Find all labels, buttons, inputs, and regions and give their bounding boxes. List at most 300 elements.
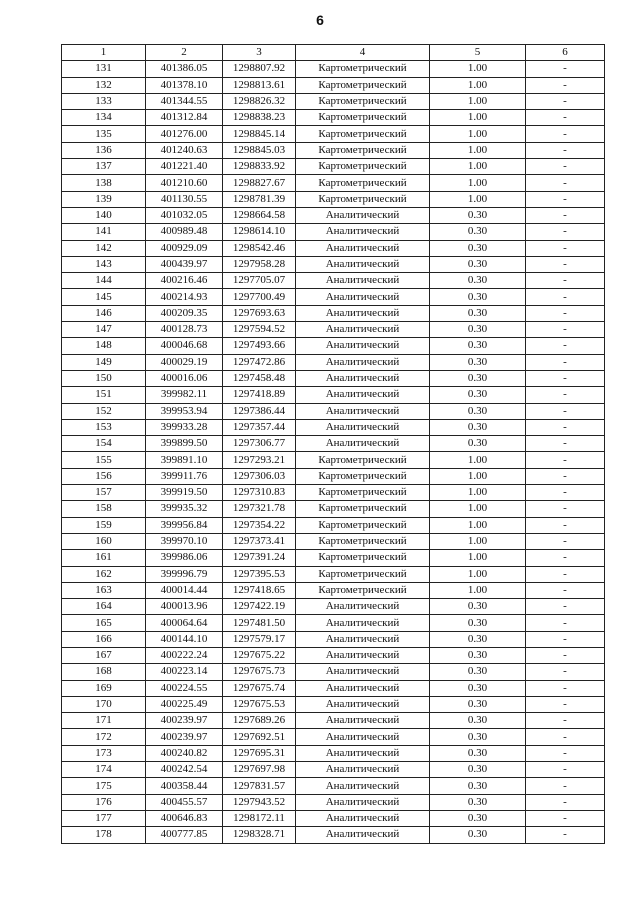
table-cell: - bbox=[526, 566, 605, 582]
table-cell: 400029.19 bbox=[146, 354, 223, 370]
table-cell: - bbox=[526, 387, 605, 403]
table-cell: 1297418.65 bbox=[223, 582, 296, 598]
table-cell: 0.30 bbox=[430, 436, 526, 452]
table-cell: - bbox=[526, 485, 605, 501]
table-cell: 145 bbox=[62, 289, 146, 305]
table-cell: - bbox=[526, 533, 605, 549]
table-cell: - bbox=[526, 745, 605, 761]
table-cell: 1298781.39 bbox=[223, 191, 296, 207]
table-cell: 1.00 bbox=[430, 191, 526, 207]
table-cell: 399986.06 bbox=[146, 550, 223, 566]
table-cell: - bbox=[526, 550, 605, 566]
table-row bbox=[62, 762, 605, 778]
table-cell: Картометрический bbox=[296, 582, 430, 598]
table-cell: - bbox=[526, 93, 605, 109]
table-cell: 1.00 bbox=[430, 452, 526, 468]
table-cell: 155 bbox=[62, 452, 146, 468]
table-cell: 400358.44 bbox=[146, 778, 223, 794]
table-cell: 1297693.63 bbox=[223, 305, 296, 321]
table-cell: Аналитический bbox=[296, 647, 430, 663]
table-cell: 0.30 bbox=[430, 713, 526, 729]
column-header: 1 bbox=[62, 45, 146, 61]
table-cell: 168 bbox=[62, 664, 146, 680]
table-cell: Аналитический bbox=[296, 240, 430, 256]
table-row bbox=[62, 175, 605, 191]
table-cell: - bbox=[526, 175, 605, 191]
table-cell: 147 bbox=[62, 322, 146, 338]
table-cell: - bbox=[526, 615, 605, 631]
table-cell: 401386.05 bbox=[146, 61, 223, 77]
table-cell: 0.30 bbox=[430, 370, 526, 386]
table-cell: 399982.11 bbox=[146, 387, 223, 403]
table-row bbox=[62, 387, 605, 403]
table-cell: 132 bbox=[62, 77, 146, 93]
table-row bbox=[62, 61, 605, 77]
table-cell: 1298845.14 bbox=[223, 126, 296, 142]
table-cell: - bbox=[526, 142, 605, 158]
table-cell: 0.30 bbox=[430, 354, 526, 370]
table-cell: Аналитический bbox=[296, 370, 430, 386]
table-cell: - bbox=[526, 419, 605, 435]
table-cell: 1298827.67 bbox=[223, 175, 296, 191]
table-cell: 0.30 bbox=[430, 615, 526, 631]
table-cell: 1297310.83 bbox=[223, 485, 296, 501]
table-cell: 1297689.26 bbox=[223, 713, 296, 729]
table-cell: Картометрический bbox=[296, 175, 430, 191]
table-cell: Аналитический bbox=[296, 696, 430, 712]
table-cell: Картометрический bbox=[296, 517, 430, 533]
table-cell: - bbox=[526, 403, 605, 419]
table-cell: 144 bbox=[62, 273, 146, 289]
table-row bbox=[62, 207, 605, 223]
table-cell: 1.00 bbox=[430, 61, 526, 77]
table-cell: 400222.24 bbox=[146, 647, 223, 663]
table-cell: Картометрический bbox=[296, 110, 430, 126]
table-cell: 172 bbox=[62, 729, 146, 745]
table-cell: 400144.10 bbox=[146, 631, 223, 647]
column-header: 2 bbox=[146, 45, 223, 61]
table-cell: Картометрический bbox=[296, 550, 430, 566]
table-row bbox=[62, 322, 605, 338]
table-cell: - bbox=[526, 305, 605, 321]
table-cell: - bbox=[526, 729, 605, 745]
table-cell: 178 bbox=[62, 827, 146, 843]
table-cell: 399933.28 bbox=[146, 419, 223, 435]
table-cell: Аналитический bbox=[296, 224, 430, 240]
table-cell: 1297293.21 bbox=[223, 452, 296, 468]
table-cell: Аналитический bbox=[296, 436, 430, 452]
table-cell: 1297418.89 bbox=[223, 387, 296, 403]
table-cell: 399956.84 bbox=[146, 517, 223, 533]
table-cell: - bbox=[526, 599, 605, 615]
table-cell: - bbox=[526, 273, 605, 289]
table-cell: - bbox=[526, 436, 605, 452]
table-cell: - bbox=[526, 778, 605, 794]
table-cell: 167 bbox=[62, 647, 146, 663]
table-header-row bbox=[62, 45, 605, 61]
table-cell: Картометрический bbox=[296, 61, 430, 77]
table-cell: 0.30 bbox=[430, 387, 526, 403]
table-cell: 400014.44 bbox=[146, 582, 223, 598]
table-cell: 1297472.86 bbox=[223, 354, 296, 370]
table-cell: 400214.93 bbox=[146, 289, 223, 305]
table-cell: 1297697.98 bbox=[223, 762, 296, 778]
table-cell: Аналитический bbox=[296, 729, 430, 745]
table-cell: 1297395.53 bbox=[223, 566, 296, 582]
table-cell: 401221.40 bbox=[146, 159, 223, 175]
table-cell: - bbox=[526, 370, 605, 386]
table-cell: Аналитический bbox=[296, 403, 430, 419]
table-cell: Картометрический bbox=[296, 533, 430, 549]
table-cell: - bbox=[526, 468, 605, 484]
table-cell: 154 bbox=[62, 436, 146, 452]
table-row bbox=[62, 501, 605, 517]
table-cell: 137 bbox=[62, 159, 146, 175]
table-cell: 160 bbox=[62, 533, 146, 549]
table-cell: 1297321.78 bbox=[223, 501, 296, 517]
table-cell: Аналитический bbox=[296, 680, 430, 696]
table-row bbox=[62, 599, 605, 615]
table-cell: 1297594.52 bbox=[223, 322, 296, 338]
table-cell: - bbox=[526, 256, 605, 272]
table-cell: 1297675.22 bbox=[223, 647, 296, 663]
table-row bbox=[62, 533, 605, 549]
table-cell: 152 bbox=[62, 403, 146, 419]
table-body bbox=[62, 45, 605, 844]
table-cell: 0.30 bbox=[430, 240, 526, 256]
table-cell: 400777.85 bbox=[146, 827, 223, 843]
table-cell: 0.30 bbox=[430, 810, 526, 826]
table-cell: 141 bbox=[62, 224, 146, 240]
table-cell: 174 bbox=[62, 762, 146, 778]
table-cell: - bbox=[526, 696, 605, 712]
table-cell: 1298614.10 bbox=[223, 224, 296, 240]
table-cell: Аналитический bbox=[296, 762, 430, 778]
table-row bbox=[62, 566, 605, 582]
table-cell: 0.30 bbox=[430, 289, 526, 305]
table-cell: - bbox=[526, 322, 605, 338]
table-cell: 153 bbox=[62, 419, 146, 435]
table-cell: - bbox=[526, 452, 605, 468]
table-cell: 400929.09 bbox=[146, 240, 223, 256]
table-row bbox=[62, 240, 605, 256]
table-cell: - bbox=[526, 338, 605, 354]
table-cell: 170 bbox=[62, 696, 146, 712]
table-row bbox=[62, 680, 605, 696]
table-cell: 131 bbox=[62, 61, 146, 77]
table-cell: 1298826.32 bbox=[223, 93, 296, 109]
table-cell: 157 bbox=[62, 485, 146, 501]
table-cell: 0.30 bbox=[430, 256, 526, 272]
table-cell: 1297943.52 bbox=[223, 794, 296, 810]
table-cell: Аналитический bbox=[296, 289, 430, 305]
table-cell: 1.00 bbox=[430, 582, 526, 598]
table-cell: 401032.05 bbox=[146, 207, 223, 223]
table-row bbox=[62, 485, 605, 501]
table-cell: 140 bbox=[62, 207, 146, 223]
table-row bbox=[62, 452, 605, 468]
table-cell: - bbox=[526, 664, 605, 680]
table-cell: 0.30 bbox=[430, 762, 526, 778]
table-cell: Аналитический bbox=[296, 664, 430, 680]
table-cell: 1297579.17 bbox=[223, 631, 296, 647]
table-cell: 164 bbox=[62, 599, 146, 615]
table-cell: 1298664.58 bbox=[223, 207, 296, 223]
table-cell: - bbox=[526, 827, 605, 843]
table-cell: 1297306.03 bbox=[223, 468, 296, 484]
table-cell: 401130.55 bbox=[146, 191, 223, 207]
table-cell: 1.00 bbox=[430, 533, 526, 549]
table-cell: Аналитический bbox=[296, 631, 430, 647]
table-cell: - bbox=[526, 191, 605, 207]
table-cell: 0.30 bbox=[430, 778, 526, 794]
table-cell: 1.00 bbox=[430, 566, 526, 582]
table-cell: 0.30 bbox=[430, 224, 526, 240]
table-row bbox=[62, 729, 605, 745]
table-cell: 400016.06 bbox=[146, 370, 223, 386]
table-row bbox=[62, 827, 605, 843]
table-cell: 1298845.03 bbox=[223, 142, 296, 158]
table-cell: 163 bbox=[62, 582, 146, 598]
table-cell: Аналитический bbox=[296, 778, 430, 794]
table-cell: 1297493.66 bbox=[223, 338, 296, 354]
table-cell: 177 bbox=[62, 810, 146, 826]
table-cell: - bbox=[526, 582, 605, 598]
table-cell: 171 bbox=[62, 713, 146, 729]
table-row bbox=[62, 273, 605, 289]
coordinates-table bbox=[61, 44, 605, 844]
table-cell: Картометрический bbox=[296, 142, 430, 158]
table-cell: 1297692.51 bbox=[223, 729, 296, 745]
table-cell: 0.30 bbox=[430, 631, 526, 647]
table-cell: 400064.64 bbox=[146, 615, 223, 631]
table-cell: - bbox=[526, 224, 605, 240]
table-cell: 0.30 bbox=[430, 419, 526, 435]
table-cell: 400224.55 bbox=[146, 680, 223, 696]
table-cell: - bbox=[526, 631, 605, 647]
table-cell: Аналитический bbox=[296, 207, 430, 223]
table-row bbox=[62, 305, 605, 321]
table-cell: 400646.83 bbox=[146, 810, 223, 826]
table-row bbox=[62, 696, 605, 712]
table-cell: - bbox=[526, 794, 605, 810]
table-cell: 399891.10 bbox=[146, 452, 223, 468]
table-cell: 133 bbox=[62, 93, 146, 109]
table-cell: 176 bbox=[62, 794, 146, 810]
table-cell: 401276.00 bbox=[146, 126, 223, 142]
table-cell: 1297958.28 bbox=[223, 256, 296, 272]
table-cell: 165 bbox=[62, 615, 146, 631]
table-cell: - bbox=[526, 159, 605, 175]
table-cell: 400439.97 bbox=[146, 256, 223, 272]
table-cell: - bbox=[526, 126, 605, 142]
table-cell: 1297675.74 bbox=[223, 680, 296, 696]
table-row bbox=[62, 713, 605, 729]
table-cell: - bbox=[526, 810, 605, 826]
table-cell: 401240.63 bbox=[146, 142, 223, 158]
table-cell: 1.00 bbox=[430, 175, 526, 191]
table-cell: 149 bbox=[62, 354, 146, 370]
table-cell: 1.00 bbox=[430, 468, 526, 484]
table-cell: - bbox=[526, 77, 605, 93]
table-cell: Картометрический bbox=[296, 159, 430, 175]
table-cell: 400239.97 bbox=[146, 729, 223, 745]
table-cell: 400989.48 bbox=[146, 224, 223, 240]
table-cell: 0.30 bbox=[430, 647, 526, 663]
table-cell: 400225.49 bbox=[146, 696, 223, 712]
table-cell: 142 bbox=[62, 240, 146, 256]
table-cell: 1297675.53 bbox=[223, 696, 296, 712]
table-row bbox=[62, 370, 605, 386]
table-cell: 0.30 bbox=[430, 745, 526, 761]
table-cell: Аналитический bbox=[296, 387, 430, 403]
table-cell: Аналитический bbox=[296, 713, 430, 729]
table-cell: 1.00 bbox=[430, 159, 526, 175]
table-cell: 400240.82 bbox=[146, 745, 223, 761]
table-row bbox=[62, 436, 605, 452]
column-header: 3 bbox=[223, 45, 296, 61]
table-cell: 401344.55 bbox=[146, 93, 223, 109]
table-cell: Картометрический bbox=[296, 468, 430, 484]
table-cell: Картометрический bbox=[296, 93, 430, 109]
table-cell: 401378.10 bbox=[146, 77, 223, 93]
table-cell: 1.00 bbox=[430, 110, 526, 126]
table-cell: 0.30 bbox=[430, 599, 526, 615]
table-cell: 400223.14 bbox=[146, 664, 223, 680]
table-cell: 1297391.24 bbox=[223, 550, 296, 566]
table-cell: 1297700.49 bbox=[223, 289, 296, 305]
table-cell: 1.00 bbox=[430, 550, 526, 566]
table-cell: 135 bbox=[62, 126, 146, 142]
table-cell: 399919.50 bbox=[146, 485, 223, 501]
table-cell: 0.30 bbox=[430, 664, 526, 680]
table-cell: 1.00 bbox=[430, 501, 526, 517]
table-cell: 1.00 bbox=[430, 126, 526, 142]
table-row bbox=[62, 289, 605, 305]
table-cell: Картометрический bbox=[296, 191, 430, 207]
table-cell: 1297831.57 bbox=[223, 778, 296, 794]
table-cell: 138 bbox=[62, 175, 146, 191]
table-cell: - bbox=[526, 762, 605, 778]
table-cell: 136 bbox=[62, 142, 146, 158]
table-cell: 399911.76 bbox=[146, 468, 223, 484]
table-cell: 1297357.44 bbox=[223, 419, 296, 435]
table-cell: 0.30 bbox=[430, 207, 526, 223]
table-cell: Аналитический bbox=[296, 794, 430, 810]
table-cell: 1297481.50 bbox=[223, 615, 296, 631]
table-row bbox=[62, 93, 605, 109]
table-row bbox=[62, 159, 605, 175]
table-cell: 169 bbox=[62, 680, 146, 696]
table-cell: Картометрический bbox=[296, 77, 430, 93]
table-cell: Аналитический bbox=[296, 305, 430, 321]
table-cell: Картометрический bbox=[296, 485, 430, 501]
table-cell: - bbox=[526, 680, 605, 696]
table-cell: 151 bbox=[62, 387, 146, 403]
table-row bbox=[62, 77, 605, 93]
table-cell: 166 bbox=[62, 631, 146, 647]
table-row bbox=[62, 338, 605, 354]
table-cell: 1.00 bbox=[430, 93, 526, 109]
table-cell: 1297705.07 bbox=[223, 273, 296, 289]
table-cell: 1297354.22 bbox=[223, 517, 296, 533]
table-cell: 173 bbox=[62, 745, 146, 761]
table-row bbox=[62, 126, 605, 142]
table-cell: 1.00 bbox=[430, 142, 526, 158]
table-row bbox=[62, 256, 605, 272]
table-cell: 401210.60 bbox=[146, 175, 223, 191]
table-cell: 161 bbox=[62, 550, 146, 566]
table-cell: 1297675.73 bbox=[223, 664, 296, 680]
table-cell: 1297458.48 bbox=[223, 370, 296, 386]
table-cell: 150 bbox=[62, 370, 146, 386]
table-row bbox=[62, 794, 605, 810]
table-cell: Аналитический bbox=[296, 745, 430, 761]
table-cell: 1.00 bbox=[430, 517, 526, 533]
table-cell: 148 bbox=[62, 338, 146, 354]
table-cell: Аналитический bbox=[296, 273, 430, 289]
page-number: 6 bbox=[316, 12, 324, 28]
table-cell: - bbox=[526, 647, 605, 663]
table-cell: - bbox=[526, 240, 605, 256]
table-cell: - bbox=[526, 61, 605, 77]
table-cell: Аналитический bbox=[296, 354, 430, 370]
table-row bbox=[62, 224, 605, 240]
table-cell: 1297422.19 bbox=[223, 599, 296, 615]
table-cell: 400455.57 bbox=[146, 794, 223, 810]
table-cell: Аналитический bbox=[296, 827, 430, 843]
table-cell: - bbox=[526, 713, 605, 729]
column-header: 6 bbox=[526, 45, 605, 61]
table-cell: 1298328.71 bbox=[223, 827, 296, 843]
table-row bbox=[62, 142, 605, 158]
table-cell: 1298833.92 bbox=[223, 159, 296, 175]
table-cell: 400209.35 bbox=[146, 305, 223, 321]
table-cell: 399899.50 bbox=[146, 436, 223, 452]
table-cell: 0.30 bbox=[430, 305, 526, 321]
table-cell: 0.30 bbox=[430, 680, 526, 696]
table-cell: Аналитический bbox=[296, 599, 430, 615]
table-row bbox=[62, 647, 605, 663]
table-row bbox=[62, 810, 605, 826]
table-cell: Картометрический bbox=[296, 566, 430, 582]
table-cell: 0.30 bbox=[430, 827, 526, 843]
table-cell: 400013.96 bbox=[146, 599, 223, 615]
column-header: 5 bbox=[430, 45, 526, 61]
table-cell: 0.30 bbox=[430, 794, 526, 810]
table-cell: 1298172.11 bbox=[223, 810, 296, 826]
table-cell: 399996.79 bbox=[146, 566, 223, 582]
table-cell: 1298813.61 bbox=[223, 77, 296, 93]
table-cell: - bbox=[526, 110, 605, 126]
table-cell: Картометрический bbox=[296, 501, 430, 517]
table-cell: 399935.32 bbox=[146, 501, 223, 517]
table-cell: 0.30 bbox=[430, 273, 526, 289]
table-cell: 400239.97 bbox=[146, 713, 223, 729]
table-cell: 401312.84 bbox=[146, 110, 223, 126]
table-row bbox=[62, 615, 605, 631]
table-cell: Аналитический bbox=[296, 256, 430, 272]
table-row bbox=[62, 419, 605, 435]
table-cell: 175 bbox=[62, 778, 146, 794]
table-cell: 399953.94 bbox=[146, 403, 223, 419]
table-row bbox=[62, 631, 605, 647]
table-cell: 158 bbox=[62, 501, 146, 517]
table-row bbox=[62, 664, 605, 680]
table-cell: 139 bbox=[62, 191, 146, 207]
table-row bbox=[62, 582, 605, 598]
table-cell: 0.30 bbox=[430, 729, 526, 745]
